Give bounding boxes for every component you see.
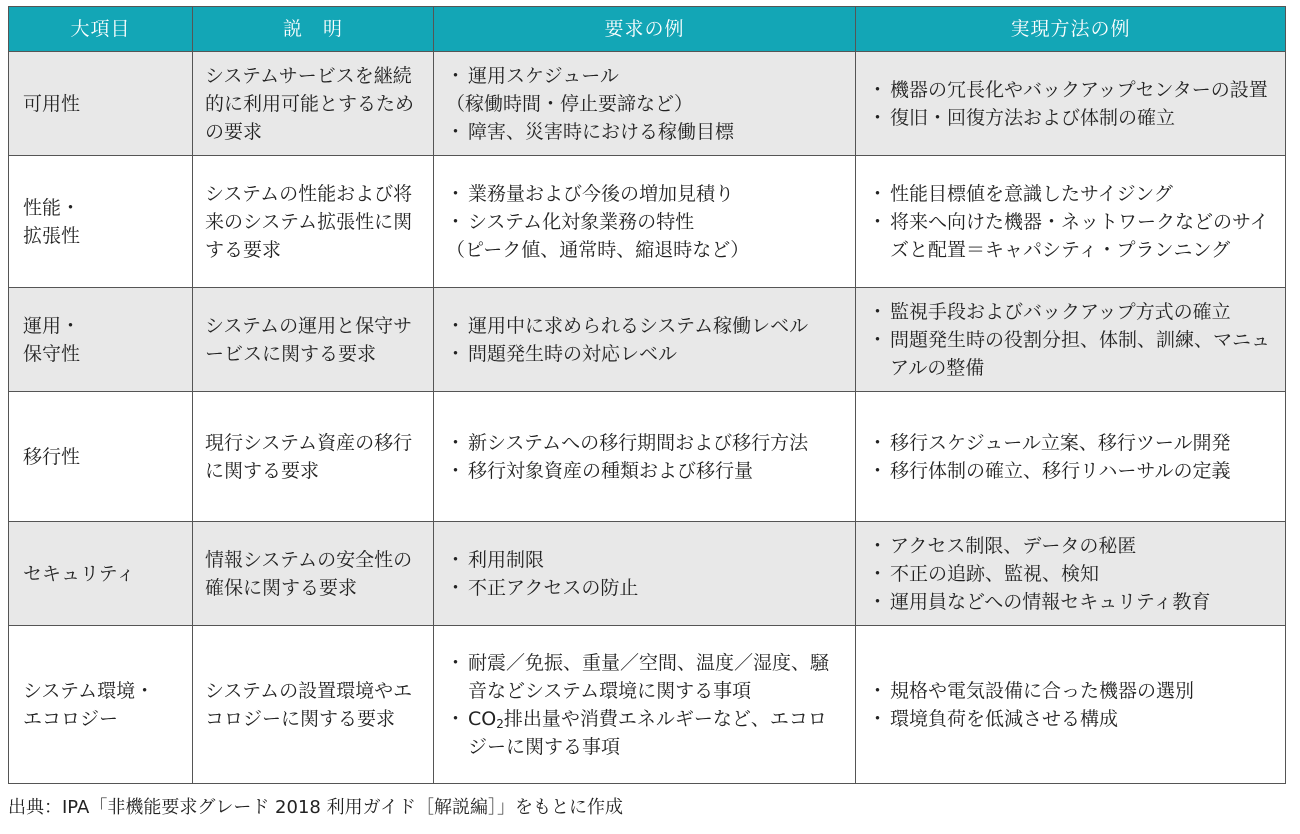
description-cell: システムの運用と保守サービスに関する要求: [193, 288, 434, 392]
methods-cell: [856, 626, 1286, 784]
example-text: 業務量および今後の増加見積り: [468, 182, 735, 205]
category-text: 保守性: [23, 342, 81, 365]
list-item: ・ 不正の追跡、監視、検知: [868, 560, 1275, 588]
examples-cell: [434, 288, 856, 392]
methods-cell: [856, 156, 1286, 288]
example-text: システム化対象業務の特性: [468, 210, 695, 233]
description-cell: システムサービスを継続的に利用可能とするための要求: [193, 52, 434, 156]
list-item: ・ 運用中に求められるシステム稼働レベル: [446, 312, 845, 340]
category-text: 可用性: [23, 92, 81, 115]
description-cell: 現行システム資産の移行に関する要求: [193, 392, 434, 522]
category-cell: [9, 392, 193, 522]
list-item: [446, 208, 845, 236]
table-row: [9, 288, 1286, 392]
description-cell: システムの性能および将来のシステム拡張性に関する要求: [193, 156, 434, 288]
table-row: [9, 156, 1286, 288]
category-cell: [9, 52, 193, 156]
table-row: [9, 626, 1286, 784]
table-row: [9, 522, 1286, 626]
category-cell: [9, 288, 193, 392]
list-item: ・ 新システムへの移行期間および移行方法: [446, 429, 845, 457]
list-item: ・ 機器の冗長化やバックアップセンターの設置: [868, 76, 1275, 104]
table-row: [9, 52, 1286, 156]
table-row: [9, 392, 1286, 522]
list-item: ・ アクセス制限、データの秘匿: [868, 532, 1275, 560]
category-text: セキュリティ: [23, 562, 136, 585]
methods-cell: [856, 522, 1286, 626]
list-item: ・ 利用制限: [446, 546, 845, 574]
methods-cell: [856, 392, 1286, 522]
header-methods: 実現方法の例: [856, 7, 1286, 52]
list-item: [446, 62, 845, 90]
list-item: ・ 規格や電気設備に合った機器の選別: [868, 677, 1275, 705]
list-item: ・ 問題発生時の対応レベル: [446, 340, 845, 368]
source-note: 出典：IPA「非機能要求グレード 2018 利用ガイド［解説編］」をもとに作成: [8, 797, 624, 818]
examples-cell: [434, 52, 856, 156]
example-continuation: （稼働時間・停止要諦など）: [446, 92, 694, 115]
examples-cell: [434, 626, 856, 784]
category-text: 拡張性: [23, 224, 81, 247]
description-cell: 情報システムの安全性の確保に関する要求: [193, 522, 434, 626]
co2-subscript: 2: [496, 716, 504, 731]
list-item: ・ 運用員などへの情報セキュリティ教育: [868, 588, 1275, 616]
example-continuation: （ピーク値、通常時、縮退時など）: [446, 238, 750, 261]
category-text: 移行性: [23, 445, 81, 468]
examples-cell: [434, 522, 856, 626]
list-item: ・ 移行対象資産の種類および移行量: [446, 457, 845, 485]
category-cell: [9, 522, 193, 626]
category-cell: [9, 626, 193, 784]
category-text: エコロジー: [23, 707, 119, 730]
list-item: ・ 問題発生時の役割分担、体制、訓練、マニュアルの整備: [868, 326, 1275, 382]
category-text: システム環境・: [23, 679, 155, 702]
list-item: ・ 監視手段およびバックアップ方式の確立: [868, 298, 1275, 326]
methods-cell: [856, 52, 1286, 156]
example-text: 運用スケジュール: [468, 64, 619, 87]
requirements-table: [8, 6, 1286, 784]
header-category: 大項目: [9, 7, 193, 52]
list-item: ・ 移行体制の確立、移行リハーサルの定義: [868, 457, 1275, 485]
list-item: ・ 耐震／免振、重量／空間、温度／湿度、騒音などシステム環境に関する事項: [446, 649, 845, 705]
co2-prefix: CO: [468, 707, 497, 730]
list-item: [446, 118, 845, 146]
category-text: 運用・: [23, 314, 81, 337]
examples-cell: [434, 156, 856, 288]
list-item: ・ 環境負荷を低減させる構成: [868, 705, 1275, 733]
examples-cell: [434, 392, 856, 522]
list-item: ・ 移行スケジュール立案、移行ツール開発: [868, 429, 1275, 457]
list-item: ・ 復旧・回復方法および体制の確立: [868, 104, 1275, 132]
header-examples: 要求の例: [434, 7, 856, 52]
description-cell: システムの設置環境やエコロジーに関する要求: [193, 626, 434, 784]
header-description: 説 明: [193, 7, 434, 52]
list-item: [446, 705, 845, 761]
list-item: ・ 不正アクセスの防止: [446, 574, 845, 602]
list-item: ・ 性能目標値を意識したサイジング: [868, 180, 1275, 208]
category-cell: [9, 156, 193, 288]
list-item: [446, 180, 845, 208]
category-text: 性能・: [23, 196, 81, 219]
header-row: [9, 7, 1286, 52]
list-item: ・ 将来へ向けた機器・ネットワークなどのサイズと配置＝キャパシティ・プランニング: [868, 208, 1275, 264]
methods-cell: [856, 288, 1286, 392]
example-text: 排出量や消費エネルギーなど、エコロジーに関する事項: [468, 707, 827, 758]
example-text: 障害、災害時における稼働目標: [468, 120, 735, 143]
